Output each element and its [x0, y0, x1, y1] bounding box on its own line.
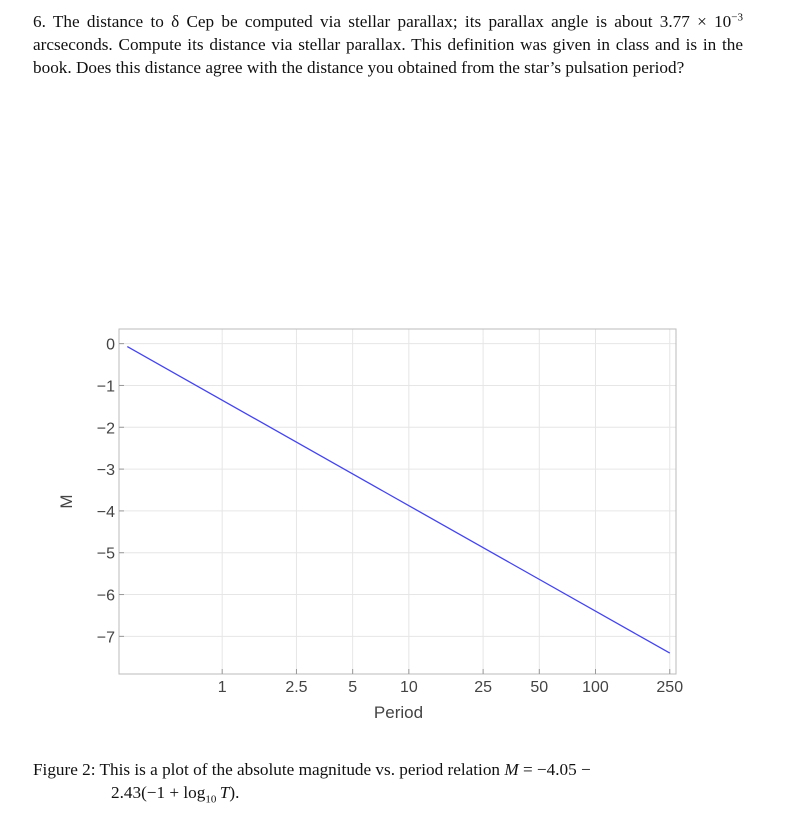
caption-var-t: T: [219, 783, 230, 802]
plot-frame: [119, 329, 676, 674]
y-tick-label: −1: [96, 378, 115, 396]
y-tick-label: −6: [96, 587, 115, 605]
x-tick-label: 100: [582, 679, 609, 696]
caption-sub: 10: [205, 793, 217, 806]
caption-var-m: M: [504, 760, 519, 779]
y-tick-label: −3: [96, 462, 115, 480]
x-tick-label: 1: [217, 679, 227, 696]
y-tick-label: 0: [106, 336, 115, 354]
caption-line2-suffix: ).: [229, 783, 240, 802]
x-tick-label: 50: [530, 679, 549, 696]
y-tick-label: −4: [96, 503, 115, 521]
y-tick-label: −7: [96, 629, 115, 647]
x-tick-label: 5: [348, 679, 358, 696]
problem-part1: 6. The distance to δ Cep be computed via stellar parallax; its parallax angle is about 3.77 × 10: [33, 12, 732, 31]
magnitude-period-line: [127, 347, 670, 653]
grid: [119, 329, 676, 674]
problem-exponent: −3: [731, 11, 743, 24]
y-tick-label: −5: [96, 545, 115, 563]
y-axis-label: M: [57, 494, 76, 509]
series-layer: [127, 347, 670, 653]
caption-line2-prefix: 2.43(−1 + log: [111, 783, 206, 802]
x-axis-label: Period: [373, 703, 424, 722]
caption-line1-prefix: Figure 2: This is a plot of the absolute magnitude vs. period relation: [33, 760, 505, 779]
y-tick-label: −2: [96, 420, 115, 438]
caption-line1-suffix: = −4.05 −: [518, 760, 591, 779]
x-tick-label: 2.5: [285, 679, 308, 696]
problem-part2: arcseconds. Compute its distance via stellar parallax. This definition was given in class and is in the book. Does this distance agree with the distance you obtained from the star’s pulsation period?: [33, 35, 743, 77]
figure-caption: [33, 758, 745, 804]
x-tick-label: 25: [474, 679, 493, 696]
x-tick-label: 10: [399, 679, 418, 696]
x-tick-label: 250: [656, 679, 684, 696]
